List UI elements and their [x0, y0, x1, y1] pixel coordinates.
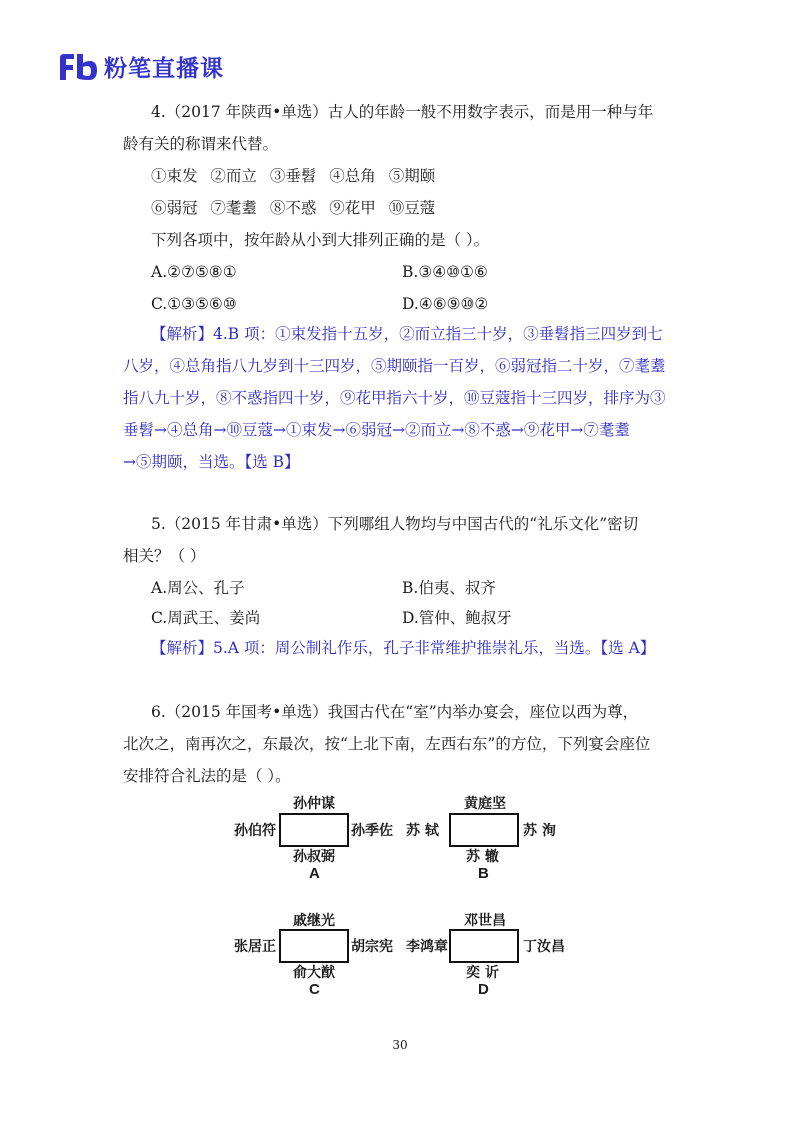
q5-option-a: A.周公、孔子: [151, 579, 245, 597]
diagram-a-south: 孙叔弼: [293, 849, 335, 865]
q4-items-line-2: ⑥弱冠 ⑦耄耋 ⑧不惑 ⑨花甲 ⑩豆蔻: [151, 199, 436, 217]
diagram-b-west: 苏 轼: [406, 823, 439, 839]
diagram-a-table: [279, 813, 349, 847]
q4-option-d: D.④⑥⑨⑩②: [402, 295, 489, 313]
q4-analysis-line-3: 指八九十岁，⑧不惑指四十岁，⑨花甲指六十岁，⑩豆蔻指十三四岁，排序为③: [123, 389, 666, 407]
diagram-c-east: 胡宗宪: [351, 939, 393, 955]
diagram-d-west: 李鸿章: [406, 939, 448, 955]
q4-analysis-line-2: 八岁，④总角指八九岁到十三四岁，⑤期颐指一百岁，⑥弱冠指二十岁，⑦耄耋: [123, 357, 666, 375]
q4-stem-line-2: 龄有关的称谓来代替。: [123, 135, 279, 153]
q6-stem-line-2: 北次之，南再次之，东最次，按“上北下南，左西右东”的方位，下列宴会座位: [123, 735, 651, 753]
diagram-c-south: 俞大猷: [293, 965, 335, 981]
diagram-c-table: [279, 929, 349, 963]
diagram-c-west: 张居正: [234, 939, 276, 955]
q5-stem-line-1: 5.（2015 年甘肃•单选）下列哪组人物均与中国古代的“礼乐文化”密切: [151, 515, 639, 533]
brand-logo: [58, 50, 224, 83]
fb-logo-icon: [58, 52, 98, 82]
q5-option-d: D.管仲、鲍叔牙: [402, 609, 512, 627]
diagram-c-letter: C: [309, 981, 320, 998]
diagram-b-table: [449, 813, 519, 847]
diagram-d-north: 邓世昌: [464, 913, 506, 929]
q6-stem-line-1: 6.（2015 年国考•单选）我国古代在“室”内举办宴会，座位以西为尊，: [151, 703, 639, 721]
q4-analysis-line-5: →⑤期颐，当选。【选 B】: [123, 453, 300, 471]
diagram-a-letter: A: [309, 865, 320, 882]
q4-option-c: C.①③⑤⑥⑩: [151, 295, 237, 313]
q4-option-a: A.②⑦⑤⑧①: [151, 263, 237, 281]
diagram-a-north: 孙仲谋: [293, 796, 335, 812]
page-number: 30: [392, 1038, 408, 1052]
q4-stem-line-1: 4.（2017 年陕西•单选）古人的年龄一般不用数字表示，而是用一种与年: [151, 103, 654, 121]
diagram-c-north: 戚继光: [293, 913, 335, 929]
diagram-d-table: [449, 929, 519, 963]
q5-stem-line-2: 相关？（ ）: [123, 547, 206, 565]
diagram-b-south: 苏 辙: [466, 849, 499, 865]
diagram-d-south: 奕 䜣: [466, 965, 499, 981]
q4-items-line-1: ①束发 ②而立 ③垂髫 ④总角 ⑤期颐: [151, 167, 436, 185]
diagram-d-letter: D: [478, 981, 489, 998]
diagram-a-west: 孙伯符: [234, 823, 276, 839]
q5-option-b: B.伯夷、叔齐: [402, 579, 496, 597]
q4-question: 下列各项中，按年龄从小到大排列正确的是（ ）。: [151, 231, 490, 249]
diagram-d-east: 丁汝昌: [523, 939, 565, 955]
q5-option-c: C.周武王、姜尚: [151, 609, 261, 627]
diagram-b-east: 苏 洵: [523, 823, 556, 839]
q6-stem-line-3: 安排符合礼法的是（ ）。: [123, 767, 291, 785]
diagram-b-letter: B: [478, 865, 489, 882]
q4-analysis-line-4: 垂髫→④总角→⑩豆蔻→①束发→⑥弱冠→②而立→⑧不惑→⑨花甲→⑦耄耋: [123, 421, 630, 439]
q4-analysis-line-1: 【解析】4.B 项：①束发指十五岁，②而立指三十岁，③垂髫指三四岁到七: [151, 325, 663, 343]
diagram-a-east: 孙季佐: [351, 823, 393, 839]
logo-text: 粉笔直播课: [104, 56, 224, 82]
q5-analysis: 【解析】5.A 项：周公制礼作乐，孔子非常维护推崇礼乐，当选。【选 A】: [151, 639, 656, 657]
q4-option-b: B.③④⑩①⑥: [402, 263, 488, 281]
diagram-b-north: 黄庭坚: [464, 796, 506, 812]
